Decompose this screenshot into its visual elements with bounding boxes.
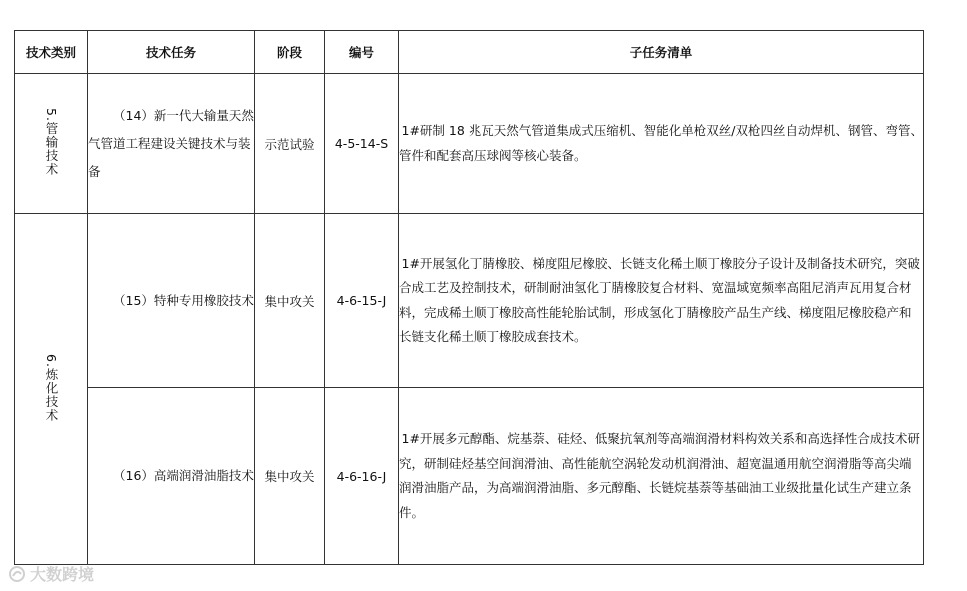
brand-logo-icon [8,565,26,583]
task-cell: （16）高端润滑油脂技术 [88,388,255,565]
category-label: 6.炼化技术 [44,353,59,422]
header-subtasks: 子任务清单 [399,31,924,74]
header-stage: 阶段 [255,31,325,74]
header-code: 编号 [325,31,399,74]
task-cell: （14）新一代大输量天然气管道工程建设关键技术与装备 [88,74,255,214]
subtasks-cell: 1#开展氢化丁腈橡胶、梯度阻尼橡胶、长链支化稀土顺丁橡胶分子设计及制备技术研究，突破合成工艺及控制技术，研制耐油氢化丁腈橡胶复合材料、宽温域宽频率高阻尼消声瓦用复合材料，完成稀土顺丁橡胶高性能轮胎试制，形成氢化丁腈橡胶产品生产线、梯度阻尼橡胶稳产和长链支化稀土顺丁橡胶成套技术。 [399,214,924,388]
header-task: 技术任务 [88,31,255,74]
subtasks-cell: 1#研制 18 兆瓦天然气管道集成式压缩机、智能化单枪双丝/双枪四丝自动焊机、钢管、弯管、管件和配套高压球阀等核心装备。 [399,74,924,214]
code-cell: 4-5-14-S [325,74,399,214]
code-cell: 4-6-16-J [325,388,399,565]
category-label: 5.管输技术 [44,108,59,176]
watermark [8,562,94,585]
table-header-row [15,31,924,74]
stage-cell: 示范试验 [255,74,325,214]
category-cell [15,214,88,565]
watermark-text: 大数跨境 [30,565,95,584]
code-cell: 4-6-15-J [325,214,399,388]
technology-task-table [14,30,924,565]
category-cell [15,74,88,214]
header-category: 技术类别 [15,31,88,74]
table-row [15,388,924,565]
table-row [15,74,924,214]
task-cell: （15）特种专用橡胶技术 [88,214,255,388]
table-row [15,214,924,388]
subtasks-cell: 1#开展多元醇酯、烷基萘、硅烃、低聚抗氧剂等高端润滑材料构效关系和高选择性合成技术研究，研制硅烃基空间润滑油、高性能航空涡轮发动机润滑油、超宽温通用航空润滑脂等高尖端润滑油脂产品，为高端润滑油脂、多元醇酯、长链烷基萘等基础油工业级批量化试生产建立条件。 [399,388,924,565]
stage-cell: 集中攻关 [255,214,325,388]
stage-cell: 集中攻关 [255,388,325,565]
